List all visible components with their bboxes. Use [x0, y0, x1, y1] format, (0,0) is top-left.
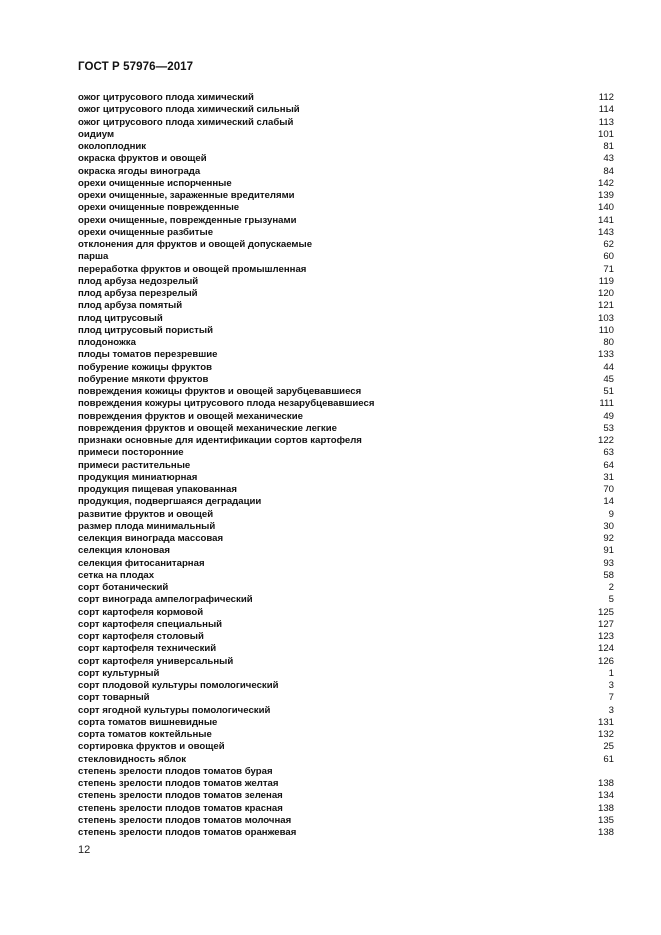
- index-entry: [78, 435, 614, 447]
- index-term-number: 127: [597, 618, 614, 630]
- index-term-number: 3: [608, 680, 614, 691]
- index-term: селекция фитосанитарная: [78, 557, 205, 569]
- index-term-number: 121: [597, 300, 614, 312]
- index-term-number: 139: [597, 190, 614, 201]
- index-term-number: 63: [603, 447, 614, 459]
- index-term-number: 124: [597, 643, 614, 655]
- index-entry: [78, 484, 614, 496]
- index-term: сорт картофеля технический: [78, 643, 217, 655]
- index-term: продукция пищевая упакованная: [78, 484, 237, 495]
- index-term: сорт ботанический: [78, 582, 169, 593]
- index-term-number: 92: [603, 533, 614, 544]
- index-term: переработка фруктов и овощей промышленная: [78, 263, 307, 275]
- index-term-number: 113: [598, 116, 614, 128]
- index-entry: [78, 202, 614, 214]
- index-entry: [78, 643, 614, 655]
- index-term-number: 80: [603, 337, 614, 348]
- index-entry: [78, 631, 614, 643]
- index-term-number: 43: [603, 153, 614, 165]
- index-entry: [78, 815, 614, 827]
- index-term: плоды томатов перезревшие: [78, 349, 218, 361]
- index-entry: [78, 215, 614, 227]
- index-term: примеси посторонние: [78, 447, 184, 459]
- index-term: продукция, подвергшаяся деградации: [78, 496, 262, 508]
- index-term: сорт плодовой культуры помологический: [78, 680, 279, 691]
- index-term-number: 45: [603, 373, 614, 385]
- index-term: сорт культурный: [78, 667, 160, 679]
- index-entry: [78, 423, 614, 435]
- index-term: селекция клоновая: [78, 545, 170, 557]
- index-term: плод цитрусовый: [78, 312, 163, 324]
- index-term: плод арбуза недозрелый: [78, 275, 199, 287]
- index-term: повреждения фруктов и овощей механические: [78, 410, 303, 422]
- index-term-number: 120: [597, 288, 614, 299]
- index-term: плод арбуза помятый: [78, 300, 183, 312]
- index-entry: [78, 656, 614, 668]
- index-term-number: 142: [597, 177, 614, 189]
- index-term: орехи очищенные, поврежденные грызунами: [78, 214, 297, 226]
- index-term: орехи очищенные, зараженные вредителями: [78, 190, 295, 201]
- index-term-number: 60: [603, 251, 614, 263]
- index-term: ожог цитрусового плода химический слабый: [78, 116, 294, 128]
- index-term: ожог цитрусового плода химический: [78, 92, 254, 103]
- index-entry: [78, 313, 614, 325]
- index-term-number: 119: [598, 275, 614, 287]
- index-term-number: 30: [603, 520, 614, 532]
- index-term: окраска фруктов и овощей: [78, 153, 207, 165]
- index-term: степень зрелости плодов томатов зеленая: [78, 790, 283, 802]
- index-term: побурение мякоти фруктов: [78, 373, 209, 385]
- index-term: степень зрелости плодов томатов молочная: [78, 814, 292, 826]
- index-term-number: 111: [599, 398, 614, 410]
- index-term: селекция винограда массовая: [78, 533, 224, 544]
- index-term-number: 3: [608, 704, 614, 716]
- index-term: сорт винограда ампелографический: [78, 594, 253, 606]
- index-entry: [78, 607, 614, 619]
- index-term: отклонения для фруктов и овощей допускаемые: [78, 239, 313, 250]
- index-entry: [78, 472, 614, 484]
- index-entry: [78, 496, 614, 508]
- index-entry: [78, 374, 614, 386]
- index-entry: [78, 766, 614, 778]
- index-term: орехи очищенные поврежденные: [78, 202, 240, 214]
- index-term-number: 101: [597, 128, 614, 140]
- index-entry: [78, 803, 614, 815]
- index-term-number: 122: [597, 435, 614, 446]
- index-term: сорта томатов коктейльные: [78, 729, 212, 740]
- index-term: степень зрелости плодов томатов желтая: [78, 778, 279, 789]
- index-term: орехи очищенные разбитые: [78, 226, 214, 238]
- index-term-number: 138: [597, 827, 614, 838]
- index-entry: [78, 790, 614, 802]
- index-term: размер плода минимальный: [78, 520, 216, 532]
- index-term: сорт ягодной культуры помологический: [78, 704, 271, 716]
- index-term: продукция миниатюрная: [78, 471, 198, 483]
- index-term: степень зрелости плодов томатов оранжевая: [78, 827, 297, 838]
- index-term: сорт картофеля специальный: [78, 618, 223, 630]
- index-term: оидиум: [78, 128, 115, 140]
- index-entry: [78, 594, 614, 606]
- index-entry: [78, 680, 614, 692]
- index-term: примеси растительные: [78, 459, 191, 471]
- index-entry: [78, 239, 614, 251]
- index-term: повреждения кожицы фруктов и овощей зарубцевавшиеся: [78, 386, 362, 397]
- index-entry: [78, 251, 614, 263]
- index-term: стекловидность яблок: [78, 753, 187, 765]
- index-term-number: 7: [608, 692, 614, 704]
- index-term: признаки основные для идентификации сортов картофеля: [78, 435, 362, 446]
- document-header: ГОСТ Р 57976—2017: [78, 61, 194, 73]
- index-term-number: 132: [597, 729, 614, 740]
- index-entry: [78, 619, 614, 631]
- index-term-number: 143: [597, 226, 614, 238]
- index-term: плодоножка: [78, 337, 136, 348]
- index-term-number: 123: [597, 631, 614, 642]
- index-entry: [78, 349, 614, 361]
- index-term-number: 58: [603, 569, 614, 581]
- index-term: сетка на плодах: [78, 569, 155, 581]
- index-entry: [78, 227, 614, 239]
- index-entry: [78, 288, 614, 300]
- index-term-number: 84: [603, 165, 614, 177]
- index-term-number: 71: [603, 263, 614, 275]
- index-term: сорт картофеля кормовой: [78, 606, 204, 618]
- index-term: сорта томатов вишневидные: [78, 716, 218, 728]
- index-entry: [78, 190, 614, 202]
- index-term-number: 49: [603, 410, 614, 422]
- index-term: побурение кожицы фруктов: [78, 361, 213, 373]
- index-term: парша: [78, 251, 109, 263]
- index-entry: [78, 741, 614, 753]
- index-entry: [78, 692, 614, 704]
- index-term: повреждения кожуры цитрусового плода незарубцевавшиеся: [78, 398, 375, 410]
- index-term: орехи очищенные испорченные: [78, 177, 232, 189]
- index-entry: [78, 460, 614, 472]
- index-term-number: 133: [597, 349, 614, 361]
- index-term-number: 2: [608, 582, 614, 593]
- index-term-number: 91: [603, 545, 614, 557]
- index-entry: [78, 754, 614, 766]
- index-entry: [78, 362, 614, 374]
- index-term-number: 131: [597, 716, 614, 728]
- index-entry: [78, 509, 614, 521]
- index-term: сортировка фруктов и овощей: [78, 741, 225, 753]
- index-term-number: 1: [608, 667, 614, 679]
- index-entry: [78, 729, 614, 741]
- index-entry: [78, 129, 614, 141]
- index-term-number: 9: [608, 508, 614, 520]
- index-entry: [78, 276, 614, 288]
- index-term-number: 103: [597, 312, 614, 324]
- index-term: сорт картофеля столовый: [78, 631, 204, 642]
- index-entry: [78, 533, 614, 545]
- index-entry: [78, 447, 614, 459]
- index-term: сорт картофеля универсальный: [78, 655, 234, 667]
- index-entry: [78, 166, 614, 178]
- index-term-number: 70: [603, 484, 614, 495]
- index-entry: [78, 778, 614, 790]
- index-entry: [78, 117, 614, 129]
- page-number: 12: [78, 844, 91, 856]
- index-term-number: 134: [597, 790, 614, 802]
- index-entry: [78, 92, 614, 104]
- index-term-number: 93: [603, 557, 614, 569]
- index-term: сорт товарный: [78, 692, 150, 704]
- index-term-number: 14: [603, 496, 614, 508]
- index-entry: [78, 545, 614, 557]
- term-index: [78, 92, 614, 839]
- index-term-number: 125: [597, 606, 614, 618]
- index-term-number: 51: [603, 386, 614, 397]
- index-term: степень зрелости плодов томатов бурая: [78, 765, 273, 777]
- index-term-number: 135: [597, 814, 614, 826]
- index-entry: [78, 582, 614, 594]
- index-term: околоплодник: [78, 141, 147, 152]
- index-term: плод арбуза перезрелый: [78, 288, 198, 299]
- index-entry: [78, 178, 614, 190]
- index-entry: [78, 153, 614, 165]
- index-entry: [78, 717, 614, 729]
- index-term-number: 61: [603, 753, 614, 765]
- index-entry: [78, 398, 614, 410]
- index-term-number: 31: [603, 471, 614, 483]
- index-term-number: 112: [598, 92, 614, 103]
- index-term-number: 44: [603, 361, 614, 373]
- index-term: развитие фруктов и овощей: [78, 508, 214, 520]
- index-term: степень зрелости плодов томатов красная: [78, 802, 283, 814]
- index-term-number: 110: [598, 324, 614, 336]
- index-entry: [78, 325, 614, 337]
- index-term-number: 141: [597, 214, 614, 226]
- index-entry: [78, 558, 614, 570]
- index-term: плод цитрусовый пористый: [78, 324, 213, 336]
- index-entry: [78, 264, 614, 276]
- index-term-number: 138: [597, 802, 614, 814]
- index-entry: [78, 300, 614, 312]
- index-entry: [78, 141, 614, 153]
- index-term-number: 64: [603, 459, 614, 471]
- index-term: ожог цитрусового плода химический сильный: [78, 104, 300, 116]
- index-entry: [78, 337, 614, 349]
- index-term-number: 53: [603, 422, 614, 434]
- index-entry: [78, 827, 614, 839]
- index-term-number: 140: [597, 202, 614, 214]
- index-term: повреждения фруктов и овощей механические легкие: [78, 422, 337, 434]
- index-term-number: 81: [603, 141, 614, 152]
- index-entry: [78, 705, 614, 717]
- index-term-number: 5: [608, 594, 614, 606]
- index-entry: [78, 411, 614, 423]
- index-term-number: 138: [597, 778, 614, 789]
- index-term-number: 126: [597, 655, 614, 667]
- index-entry: [78, 521, 614, 533]
- index-term-number: 25: [603, 741, 614, 753]
- index-term: окраска ягоды винограда: [78, 165, 201, 177]
- index-entry: [78, 104, 614, 116]
- index-term-number: 114: [598, 104, 614, 116]
- index-entry: [78, 386, 614, 398]
- index-entry: [78, 570, 614, 582]
- index-term-number: 62: [603, 239, 614, 250]
- index-entry: [78, 668, 614, 680]
